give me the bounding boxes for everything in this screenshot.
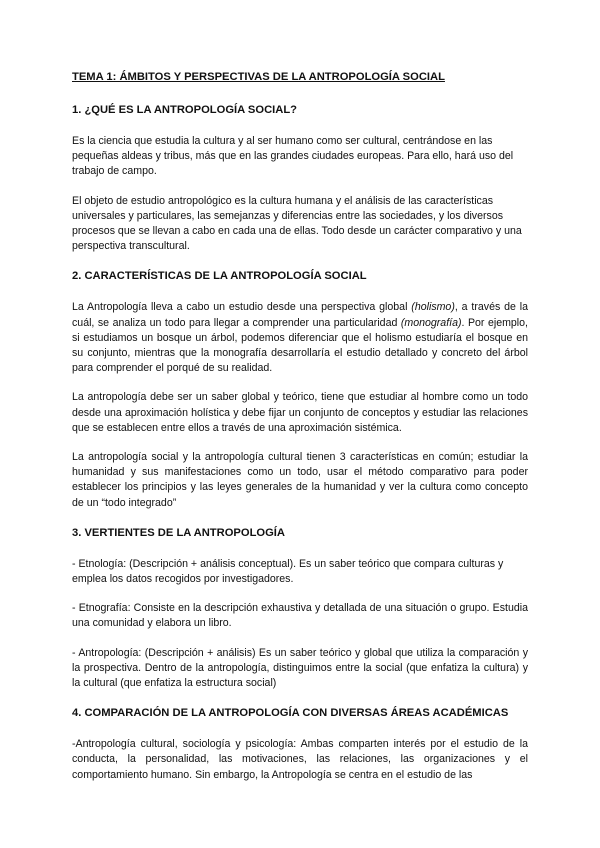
document-title: TEMA 1: ÁMBITOS Y PERSPECTIVAS DE LA ANTROPOLOGÍA SOCIAL — [72, 71, 445, 83]
section-2-heading: 2. CARACTERÍSTICAS DE LA ANTROPOLOGÍA SOCIAL — [72, 270, 367, 283]
section-2-paragraph-1-part-a: La Antropología lleva a cabo un estudio desde una perspectiva global — [72, 301, 412, 314]
section-2-paragraph-1-part-c: . Por ejemplo, si estudiamos un bosque un árbol, podemos diferenciar que el holismo estudiaría el bosque en su conjunto, mientras que la monografía desarrollaría el estudio detallado y concreto del árbol para comprender el porqué de su realidad. — [72, 316, 528, 375]
section-3-heading: 3. VERTIENTES DE LA ANTROPOLOGÍA — [72, 526, 285, 539]
section-1-heading: 1. ¿QUÉ ES LA ANTROPOLOGÍA SOCIAL? — [72, 104, 297, 116]
section-3-etnologia: - Etnología: (Descripción + análisis conceptual). Es un saber teórico que compara culturas y emplea los datos recogidos por investigadores. — [72, 557, 504, 586]
section-2-paragraph-1 — [72, 300, 528, 376]
section-3-etnografia: - Etnografía: Consiste en la descripción exhaustiva y detallada de una situación o grupo. Estudia una comunidad y elabora un libro. — [72, 602, 528, 630]
document-page — [72, 70, 528, 797]
section-3-antropologia: - Antropología: (Descripción + análisis) Es un saber teórico y global que utiliza la comparación y la prospectiva. Dentro de la antropología, distinguimos entre la social (que enfatiza la cultura) y la cultural (que enfatiza la estructura social) — [72, 646, 528, 690]
section-4-heading: 4. COMPARACIÓN DE LA ANTROPOLOGÍA CON DIVERSAS ÁREAS ACADÉMICAS — [72, 707, 509, 720]
section-4-paragraph-1: -Antropología cultural, sociología y psicología: Ambas comparten interés por el estudio de la conducta, la personalidad, las motivaciones, las relaciones, las organizaciones y el comportamiento humano. Sin embargo, la Antropología se centra en el estudio de las — [72, 738, 528, 781]
section-2-paragraph-2: La antropología debe ser un saber global y teórico, tiene que estudiar al hombre como un todo desde una aproximación holística y debe fijar un conjunto de conceptos y estudiar las relaciones que se establecen entre ellos a través de una aproximación sistémica. — [72, 391, 528, 434]
section-1-paragraph-2: El objeto de estudio antropológico es la cultura humana y el análisis de las características universales y particulares, las semejanzas y diferencias entre las sociedades, y los diversos procesos que se llevan a cabo en cada una de ellas. Todo desde un carácter comparativo y una perspectiva transcultural. — [72, 194, 522, 253]
monografia-term: (monografía) — [400, 316, 462, 329]
holismo-term: (holismo) — [411, 301, 455, 314]
section-2-paragraph-1-part-b: , a través de la cuál, se analiza un todo para llegar a comprender una particularidad — [72, 301, 528, 329]
section-1-paragraph-1: Es la ciencia que estudia la cultura y al ser humano como ser cultural, centrándose en las pequeñas aldeas y tribus, más que en las grandes ciudades europeas. Para ello, hará uso del trabajo de campo. — [72, 135, 514, 178]
section-2-paragraph-3: La antropología social y la antropología cultural tienen 3 características en común; estudiar la humanidad y sus manifestaciones como un todo, usar el método comparativo para poder establecer los principios y las leyes generales de la humanidad y ver la cultura como concepto de un “todo integrado” — [72, 451, 528, 509]
